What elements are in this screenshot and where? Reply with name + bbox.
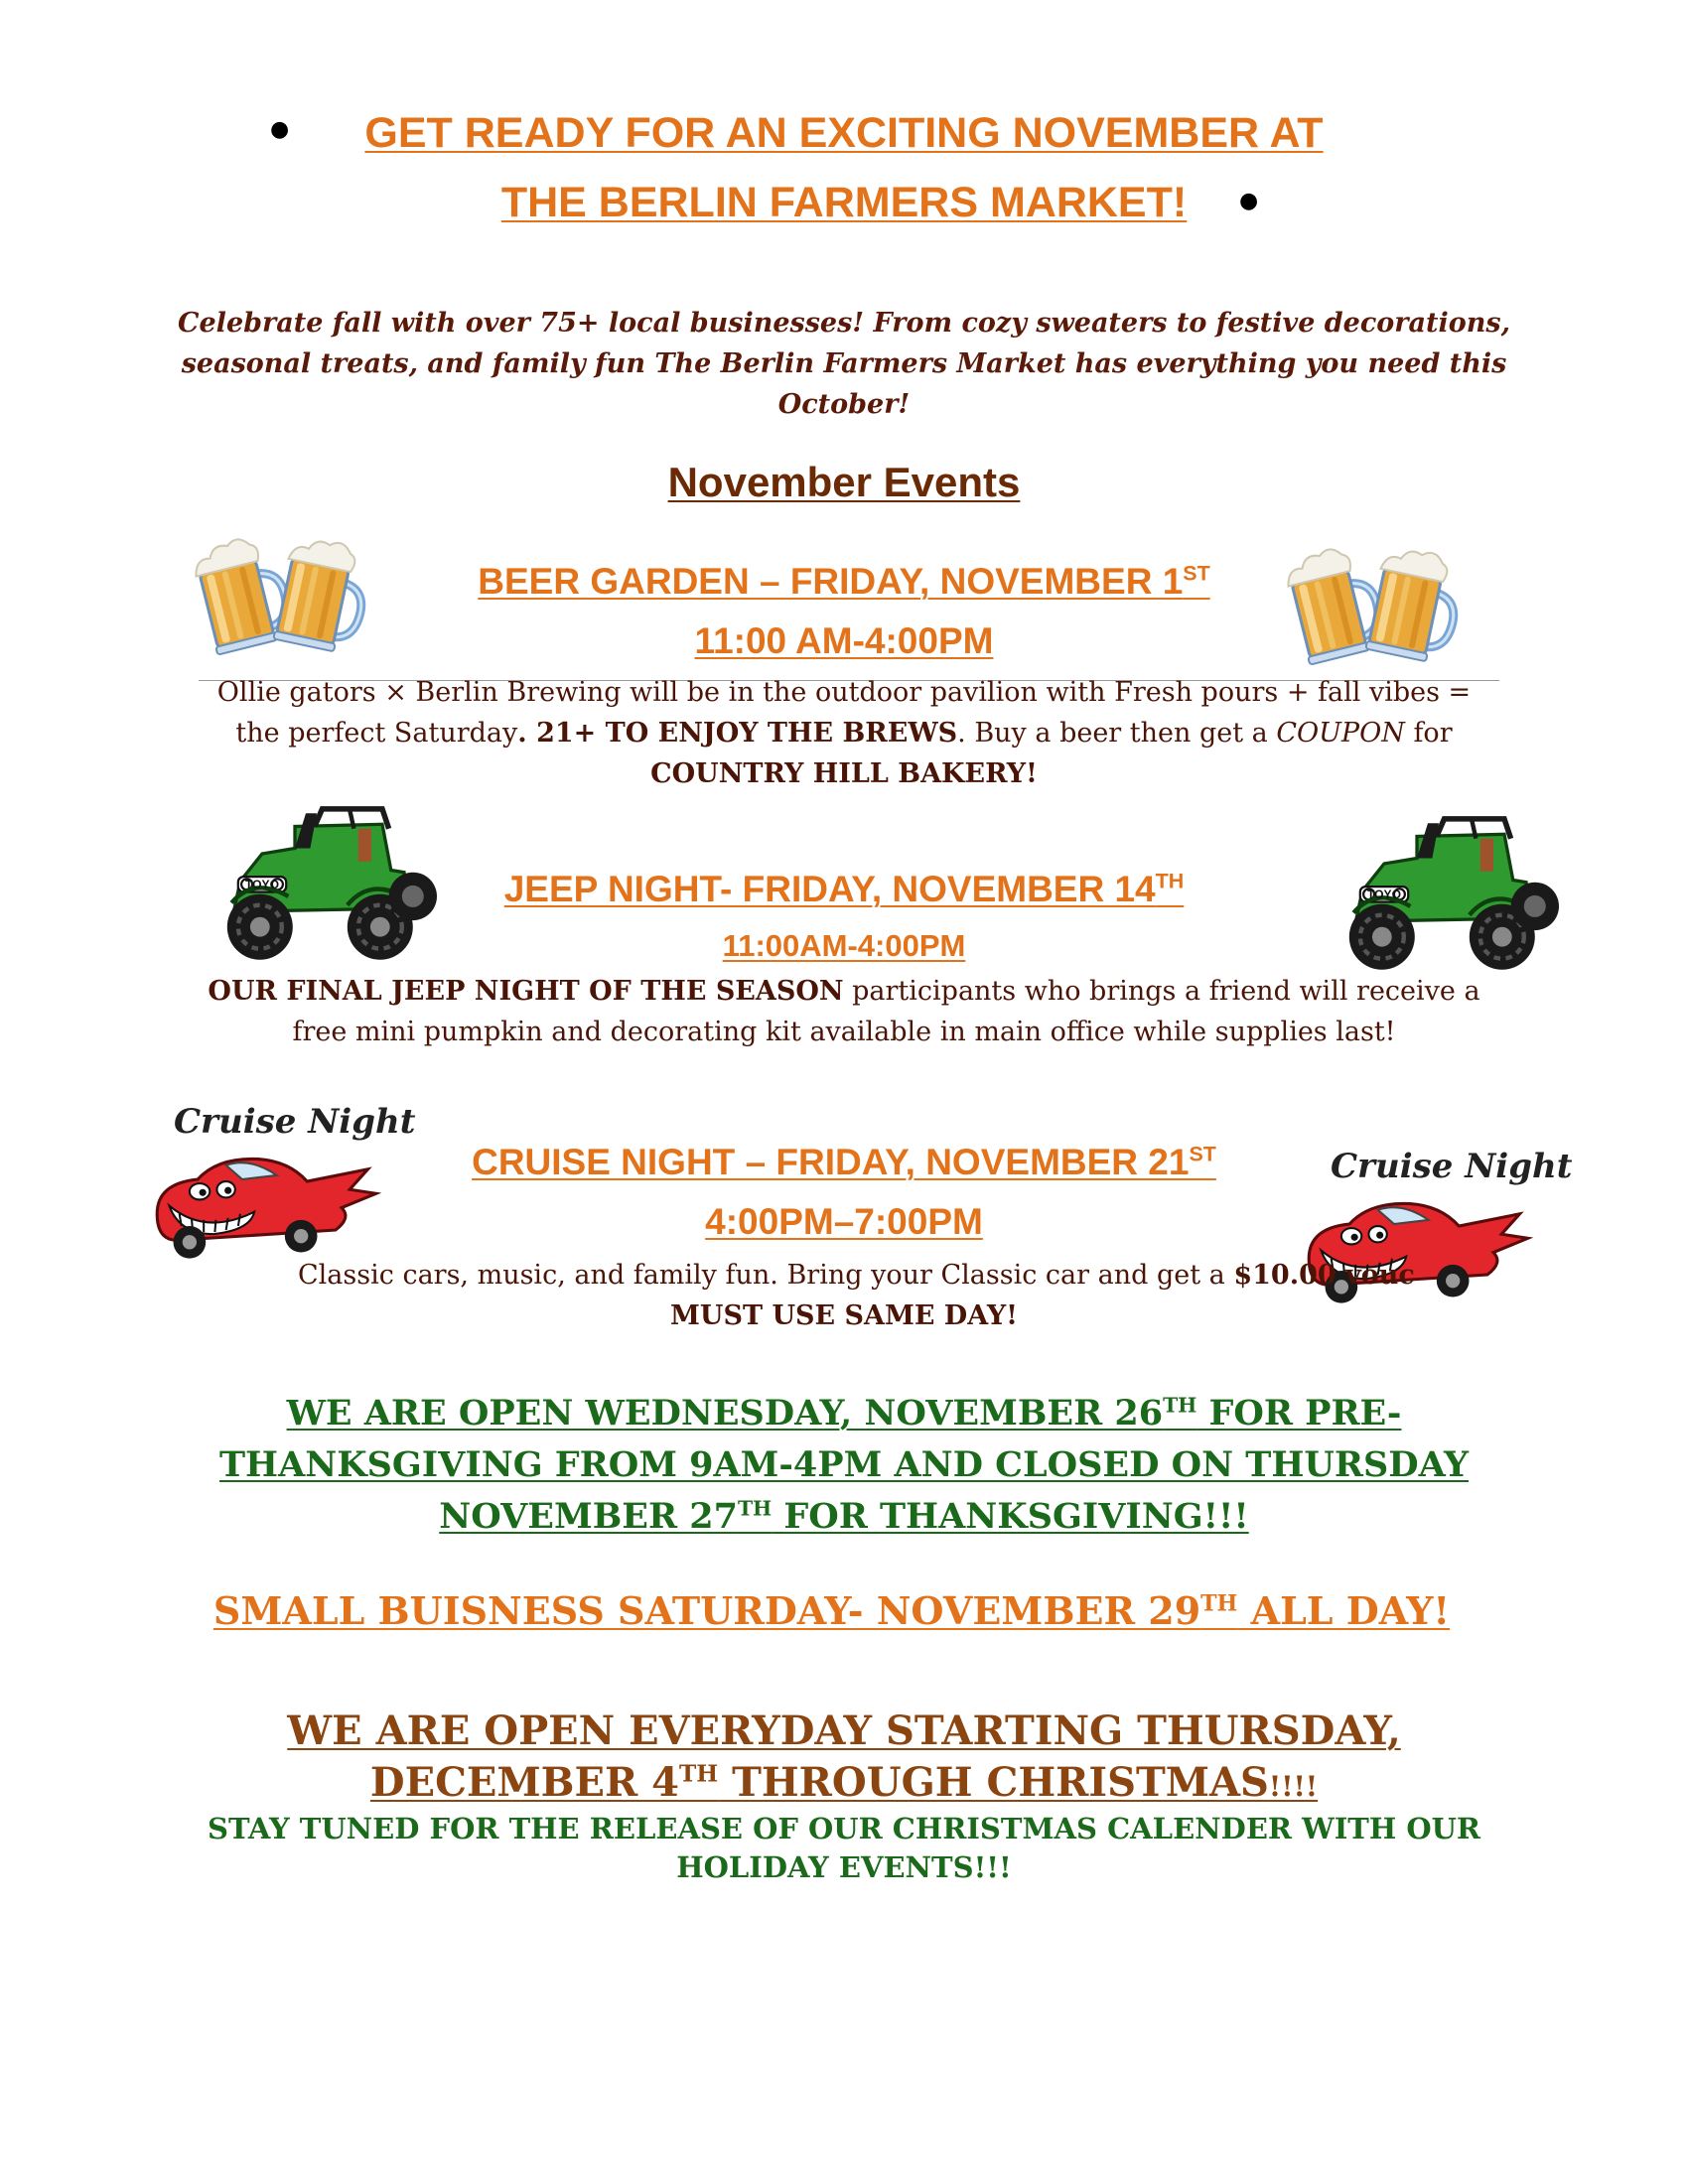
christmas-line-3: STAY TUNED FOR THE RELEASE OF OUR CHRISTMAS CALENDER WITH OUR — [208, 1812, 1480, 1845]
jeep-night-line-1: OUR FINAL JEEP NIGHT OF THE SEASON participants who brings a friend will receive a — [208, 976, 1480, 1007]
cruise-night-time — [0, 1201, 1688, 1243]
cruise-night-heading-sup: ST — [1189, 1142, 1216, 1166]
cruise-night-heading-text: CRUISE NIGHT – FRIDAY, NOVEMBER 21 — [472, 1142, 1190, 1182]
beer-garden-heading-sup: ST — [1183, 561, 1210, 586]
thanksgiving-line-2: THANKSGIVING FROM 9AM-4PM AND CLOSED ON THURSDAY — [218, 1444, 1470, 1485]
intro-line-1: Celebrate fall with over 75+ local businesses! From cozy sweaters to festive decorations, — [178, 308, 1510, 339]
christmas-line-2: DECEMBER 4TH THROUGH CHRISTMAS!!!! — [369, 1759, 1319, 1806]
thanksgiving-line-1: WE ARE OPEN WEDNESDAY, NOVEMBER 26TH FOR PRE- — [286, 1393, 1402, 1433]
beer-garden-heading-text: BEER GARDEN – FRIDAY, NOVEMBER 1 — [478, 561, 1184, 602]
christmas-line-1: WE ARE OPEN EVERYDAY STARTING THURSDAY, — [287, 1707, 1401, 1754]
events-heading — [0, 459, 1688, 506]
cruise-night-line-1: Classic cars, music, and family fun. Bring your Classic car and get a $10.00 vouc — [298, 1260, 1415, 1291]
jeep-night-time-text: 11:00AM-4:00PM — [722, 928, 966, 963]
intro-line-3: October! — [777, 389, 911, 420]
jeep-night-description — [0, 971, 1688, 1052]
christmas-hours — [0, 1706, 1688, 1813]
title-bullet-right: ● — [1239, 189, 1259, 213]
intro-paragraph — [0, 303, 1688, 425]
intro-line-2: seasonal treats, and family fun The Berlin Farmers Market has everything you need this — [181, 348, 1507, 379]
cruise-night-line-2: MUST USE SAME DAY! — [670, 1300, 1018, 1331]
beer-garden-line-3: COUNTRY HILL BAKERY! — [650, 758, 1038, 789]
beer-garden-heading — [0, 551, 1688, 613]
title-line-2: THE BERLIN FARMERS MARKET! — [500, 179, 1188, 226]
small-business-saturday: SMALL BUISNESS SATURDAY- NOVEMBER 29TH ALL DAY! — [212, 1588, 1451, 1633]
svg-text:TOYO: TOYO — [244, 878, 280, 892]
thanksgiving-line-3: NOVEMBER 27TH FOR THANKSGIVING!!! — [439, 1496, 1249, 1537]
cruise-night-logo-right: Cruise Night — [1331, 1147, 1573, 1186]
jeep-night-time — [0, 928, 1688, 964]
events-heading-text: November Events — [667, 459, 1021, 505]
svg-text:TOYO: TOYO — [1366, 887, 1402, 902]
beer-garden-time-text: 11:00 AM-4:00PM — [694, 620, 994, 661]
thanksgiving-notice — [0, 1388, 1688, 1543]
jeep-night-line-2: free mini pumpkin and decorating kit available in main office while supplies last! — [292, 1017, 1396, 1047]
christmas-calendar-notice — [0, 1810, 1688, 1887]
beer-garden-description — [0, 672, 1688, 794]
title-bullet-left: ● — [270, 117, 290, 142]
cruise-night-logo-left: Cruise Night — [174, 1102, 416, 1142]
beer-garden-time — [0, 620, 1688, 662]
christmas-line-4: HOLIDAY EVENTS!!! — [676, 1850, 1012, 1884]
beer-garden-line-1: Ollie gators × Berlin Brewing will be in the outdoor pavilion with Fresh pours + fall vibes = — [216, 677, 1472, 708]
title-line-1: GET READY FOR AN EXCITING NOVEMBER AT — [364, 109, 1324, 157]
cruise-night-heading — [0, 1132, 1688, 1193]
cruise-night-time-text: 4:00PM–7:00PM — [705, 1201, 983, 1242]
jeep-night-heading — [0, 859, 1688, 920]
jeep-night-heading-sup: TH — [1155, 869, 1185, 893]
page-title — [0, 97, 1688, 169]
page-title-line-2 — [0, 167, 1688, 238]
beer-garden-line-2: the perfect Saturday. 21+ TO ENJOY THE BREWS. Buy a beer then get a COUPON for — [235, 718, 1453, 749]
jeep-night-heading-text: JEEP NIGHT- FRIDAY, NOVEMBER 14 — [503, 869, 1156, 909]
